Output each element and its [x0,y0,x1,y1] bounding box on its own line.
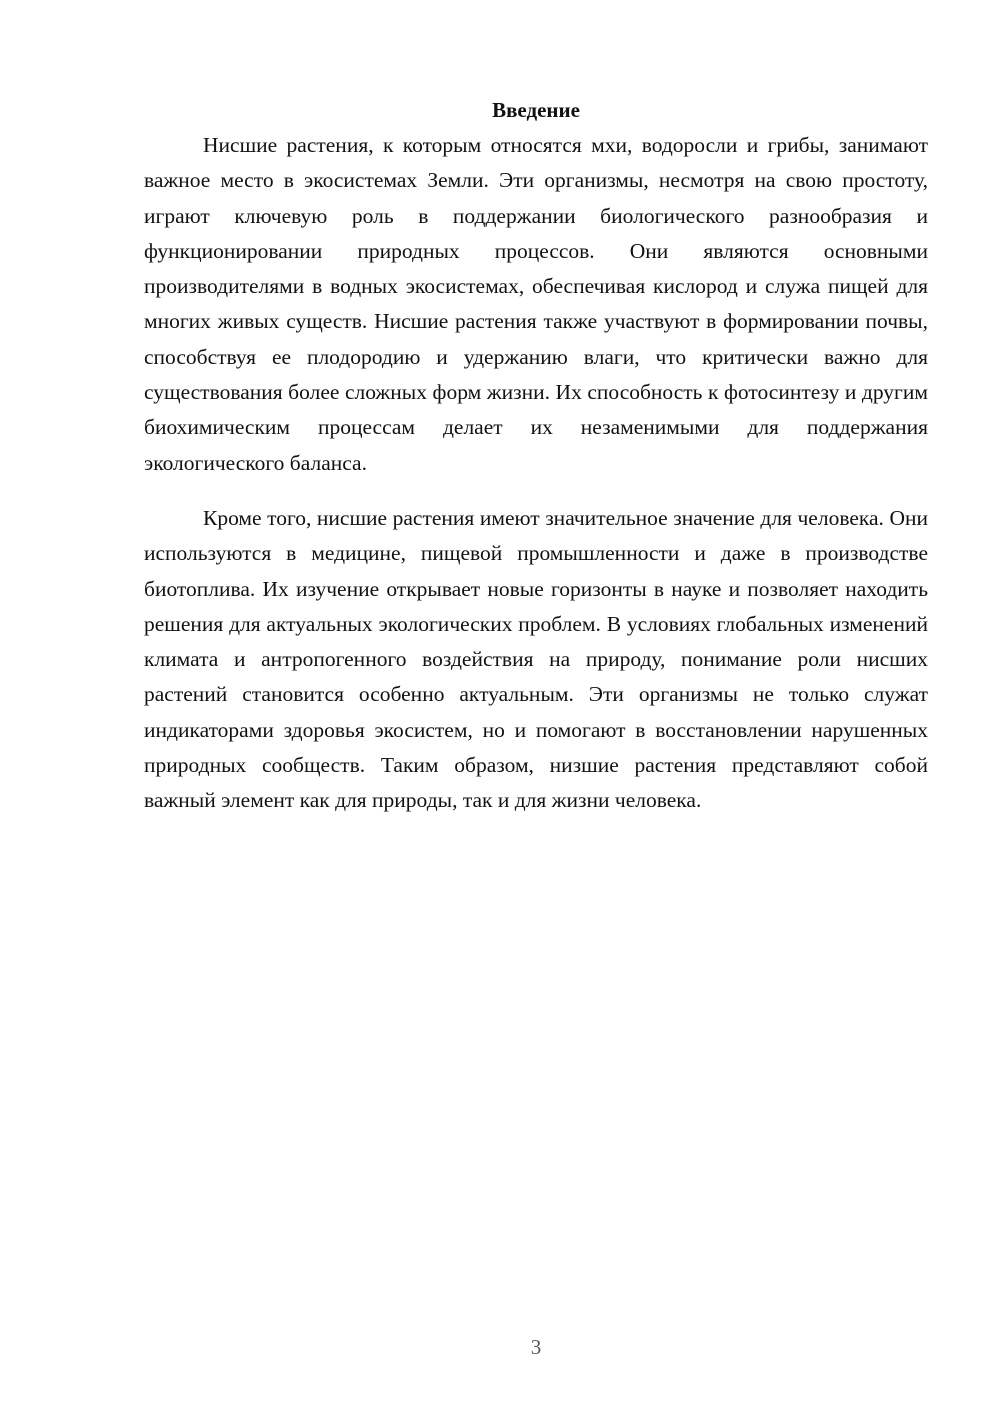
paragraph-1: Нисшие растения, к которым относятся мхи, водоросли и грибы, занимают важное место в экосистемах Земли. Эти организмы, несмотря на свою простоту, играют ключевую роль в поддержании биологического разнообразия и функционировании природных процессов. Они являются основными производителями в водных экосистемах, обеспечивая кислород и служа пищей для многих живых существ. Нисшие растения также участвуют в формировании почвы, способствуя ее плодородию и удержанию влаги, что критически важно для существования более сложных форм жизни. Их способность к фотосинтезу и другим биохимическим процессам делает их незаменимыми для поддержания экологического баланса. [144,133,928,475]
paragraph-2: Кроме того, нисшие растения имеют значительное значение для человека. Они используются в медицине, пищевой промышленности и даже в производстве биотоплива. Их изучение открывает новые горизонты в науке и позволяет находить решения для актуальных экологических проблем. В условиях глобальных изменений климата и антропогенного воздействия на природу, понимание роли нисших растений становится особенно актуальным. Эти организмы не только служат индикаторами здоровья экосистем, но и помогают в восстановлении нарушенных природных сообществ. Таким образом, низшие растения представляют собой важный элемент как для природы, так и для жизни человека. [144,505,928,813]
document-body [144,92,928,819]
section-heading: Введение [492,98,580,122]
page-number: 3 [530,1335,542,1359]
